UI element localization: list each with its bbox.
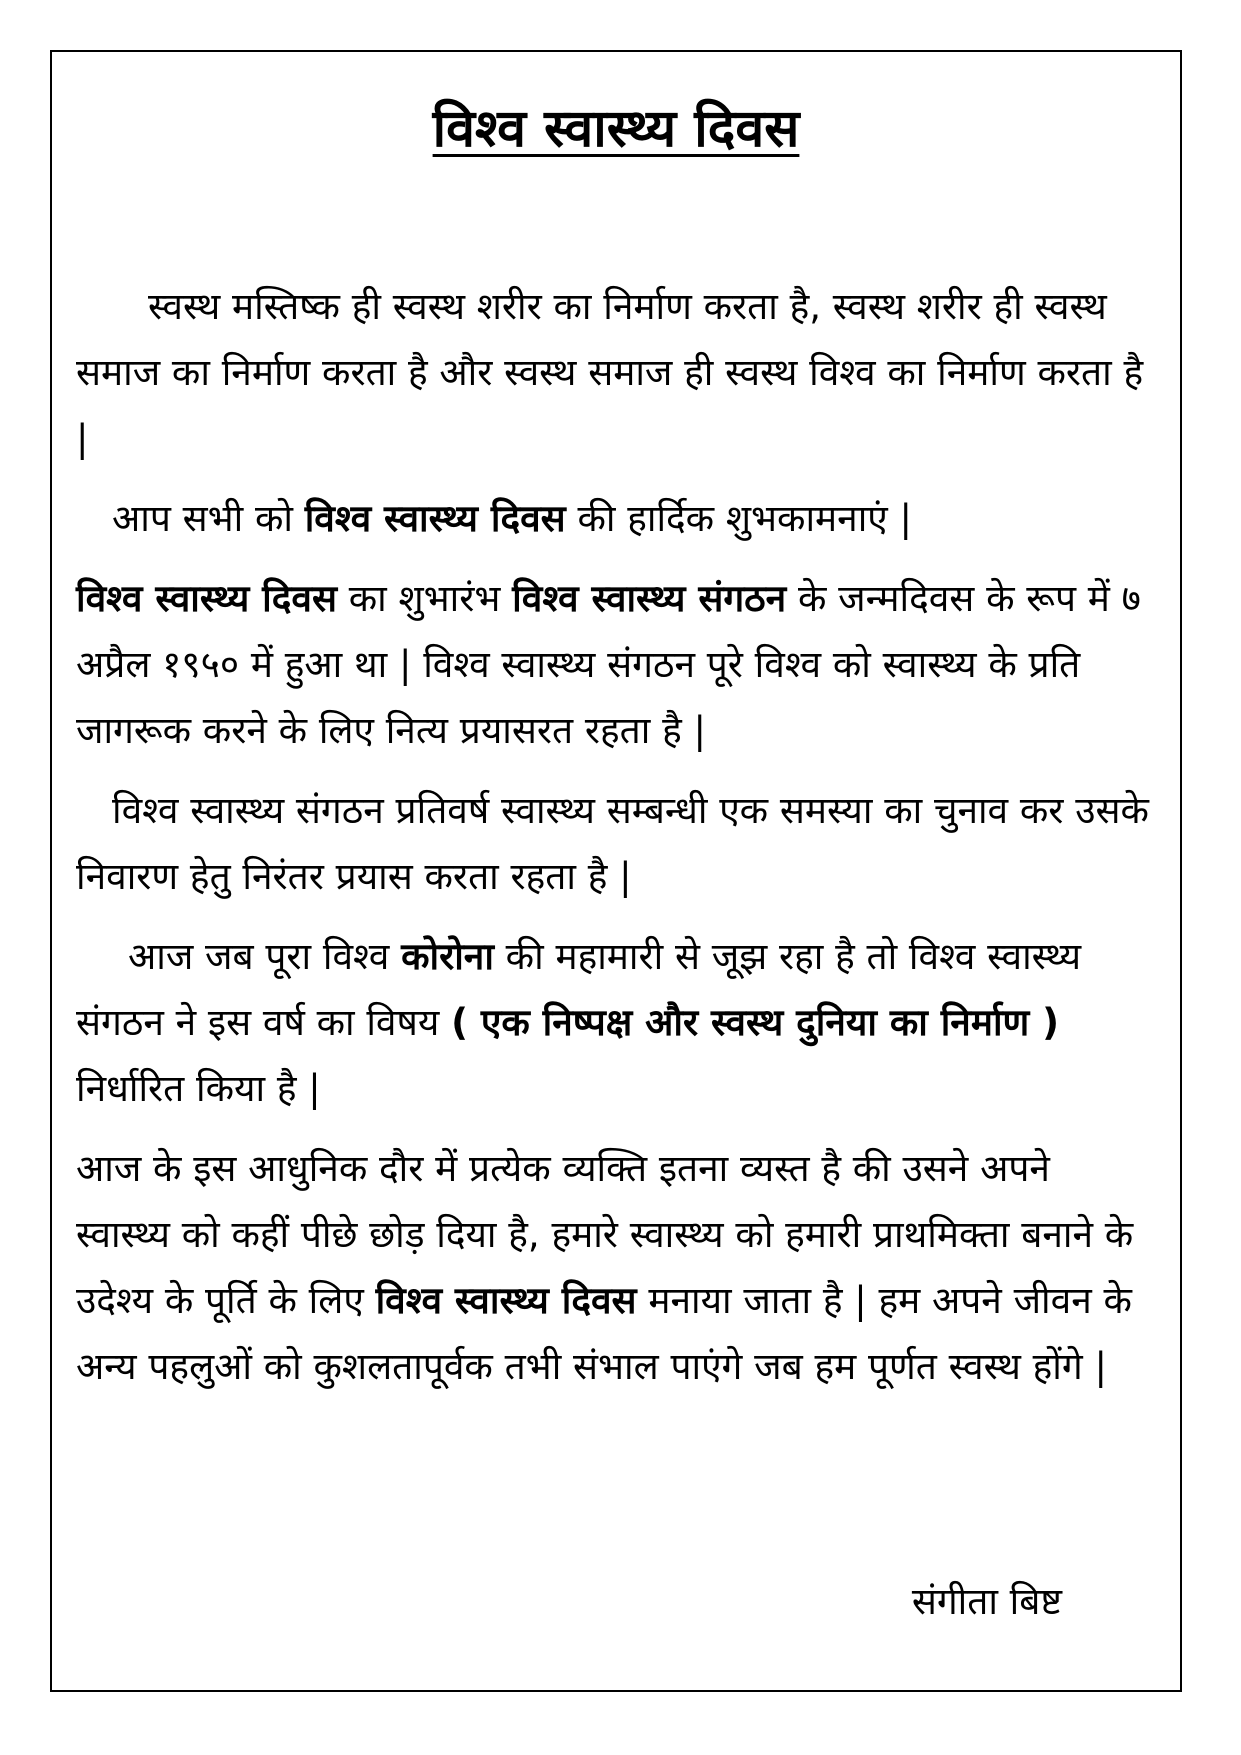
paragraph-text: की महामारी से जूझ रहा है तो विश्व स्वास्थ्य संगठन ने इस वर्ष का विषय	[76, 935, 1082, 1044]
paragraph-history	[76, 566, 1152, 764]
page-frame	[50, 50, 1182, 1692]
author-signature: संगीता बिष्ट	[911, 1580, 1062, 1623]
paragraph-annual-theme	[76, 778, 1152, 910]
bold-phrase: विश्व स्वास्थ्य संगठन	[512, 577, 787, 620]
bold-phrase: विश्व स्वास्थ्य दिवस	[304, 497, 566, 540]
paragraph-text: आज के इस आधुनिक दौर में प्रत्येक व्यक्ति इतना व्यस्त है की उसने अपने स्वास्थ्य को कहीं पीछे छोड़ दिया है, हमारे स्वास्थ्य को हमारी प्राथमिक्ता बनाने के उदेश्य के पूर्ति के लिए	[76, 1147, 1134, 1322]
paragraph-text: मनाया जाता है | हम अपने जीवन के अन्य पहलुओं को कुशलतापूर्वक तभी संभाल पाएंगे जब हम पूर्णत स्वस्थ होंगे |	[76, 1279, 1132, 1388]
paragraph-text: का शुभारंभ	[336, 577, 513, 620]
paragraph-text: के जन्मदिवस के रूप में ७ अप्रैल १९५० में हुआ था | विश्व स्वास्थ्य संगठन पूरे विश्व को स्वास्थ्य के प्रति जागरूक करने के लिए नित्य प्रयासरत रहता है |	[76, 577, 1141, 752]
paragraph-conclusion	[76, 1136, 1152, 1400]
bold-phrase: ( एक निष्पक्ष और स्वस्थ दुनिया का निर्माण )	[451, 1001, 1060, 1044]
page-title: विश्व स्वास्थ्य दिवस	[432, 99, 800, 159]
bold-phrase: कोरोना	[401, 935, 494, 978]
paragraph-text: आज जब पूरा विश्व	[128, 935, 402, 978]
paragraph-text: विश्व स्वास्थ्य संगठन प्रतिवर्ष स्वास्थ्य सम्बन्धी एक समस्या का चुनाव कर उसके निवारण हेतु निरंतर प्रयास करता रहता है |	[76, 789, 1149, 898]
paragraph-text: निर्धारित किया है |	[76, 1067, 321, 1110]
bold-phrase: विश्व स्वास्थ्य दिवस	[76, 577, 337, 620]
paragraph-text: स्वस्थ मस्तिष्क ही स्वस्थ शरीर का निर्माण करता है, स्वस्थ शरीर ही स्वस्थ समाज का निर्माण करता है और स्वस्थ समाज ही स्वस्थ विश्व का निर्माण करता है |	[76, 285, 1144, 460]
document-body	[76, 274, 1152, 1414]
paragraph-corona	[76, 924, 1152, 1122]
paragraph-text: आप सभी को	[112, 497, 305, 540]
bold-phrase: विश्व स्वास्थ्य दिवस	[375, 1279, 637, 1322]
paragraph-intro	[76, 274, 1152, 472]
paragraph-greeting	[76, 486, 1152, 552]
paragraph-text: की हार्दिक शुभकामनाएं |	[565, 497, 912, 540]
